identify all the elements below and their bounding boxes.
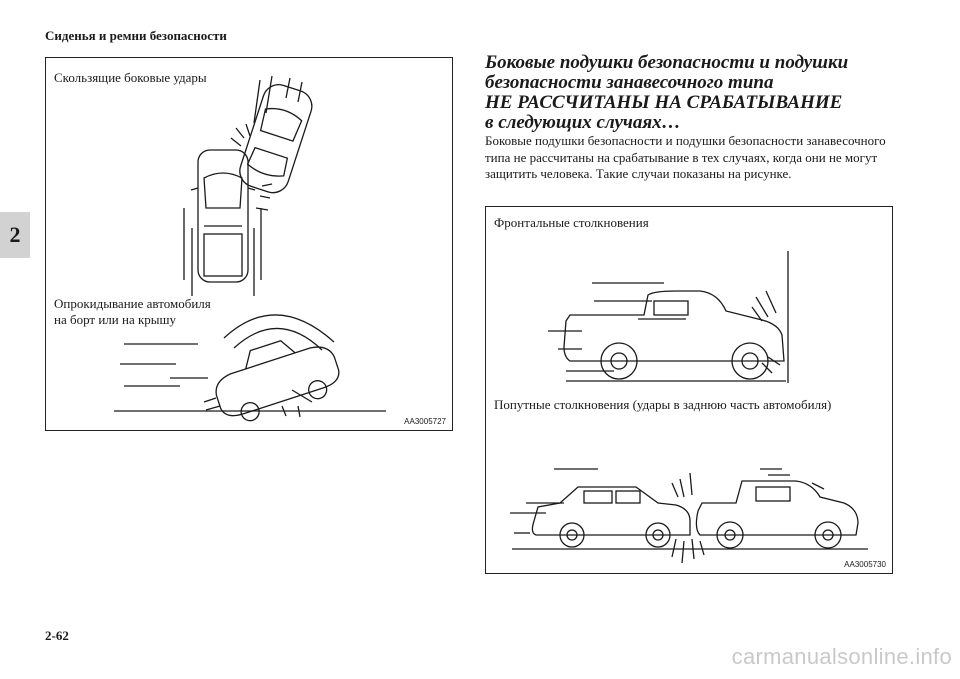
chapter-number: 2 [9,222,21,247]
frontal-collision-illustration [486,207,892,387]
chapter-tab [0,212,30,258]
right-figure-code: AA3005730 [844,560,886,569]
right-figure [485,206,893,574]
frontal-collision-label: Фронтальные столкновения [494,215,649,230]
heading-line-2: безопасности занавесочного типа [485,72,774,93]
heading-line-1: Боковые подушки безопасности и подушки [485,52,849,73]
running-header: Сиденья и ремни безопасности [45,28,227,43]
rear-collision-label: Попутные столкновения (удары в заднюю часть автомобиля) [494,397,832,412]
rollover-label-line1: Опрокидывание автомобиля [54,296,211,311]
heading-line-4: в следующих случаях… [485,112,681,133]
watermark: carmanualsonline.info [731,644,952,669]
side-impact-illustration [46,58,452,298]
rollover-illustration [46,298,452,428]
page-number: 2-62 [45,628,69,643]
left-figure [45,57,453,431]
section-body: Боковые подушки безопасности и подушки безопасности занавесочного типа не рассчитаны на срабатывание в тех случаях, когда они не могут защитить человека. Такие случаи показаны на рисунке. [485,133,886,181]
rear-collision-illustration [486,417,892,567]
section-heading [485,53,905,133]
side-impact-label: Скользящие боковые удары [54,70,207,85]
heading-line-3: НЕ РАССЧИТАНЫ НА СРАБАТЫВАНИЕ [485,92,843,113]
left-figure-code: AA3005727 [404,417,446,426]
rollover-label-line2: на борт или на крышу [54,312,177,327]
